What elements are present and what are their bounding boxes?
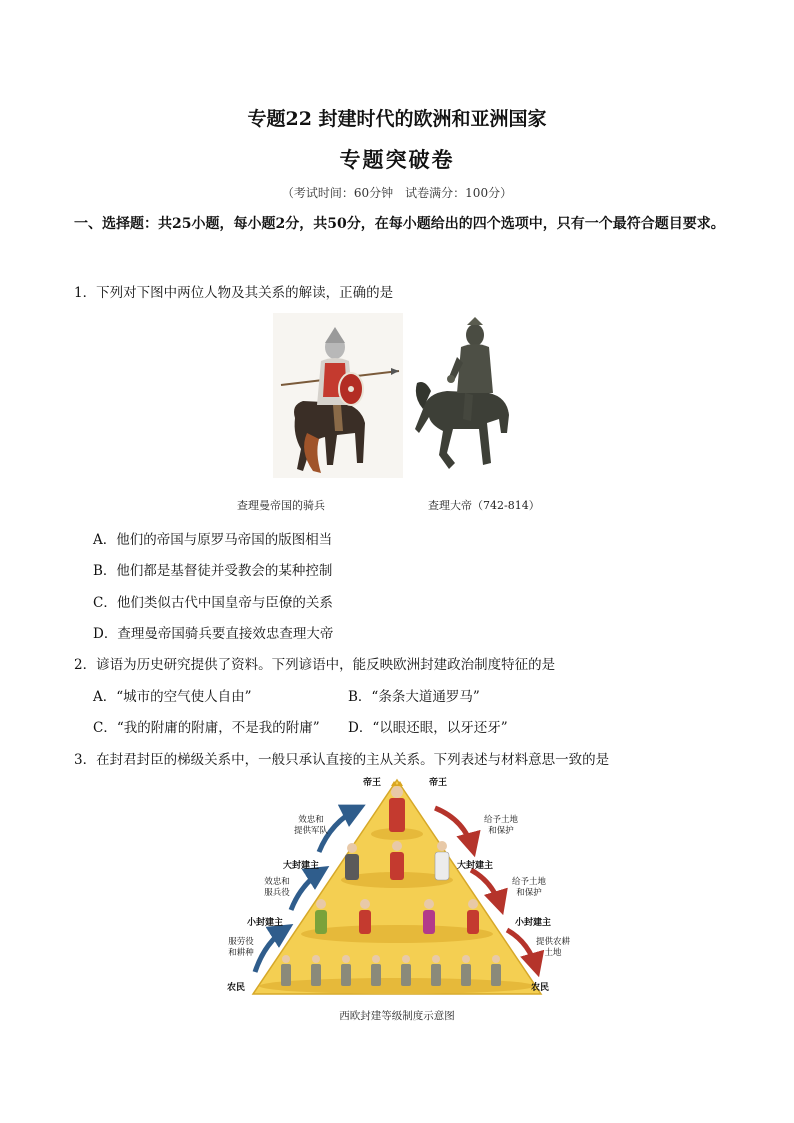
q2-option-a: A．“城市的空气使人自由” [93,689,252,705]
charlemagne-statue-image [403,313,519,478]
rank-right-3: 农民 [531,983,550,993]
duty-left-1: 效忠和服兵役 [264,877,290,898]
document-subtitle: 专题突破卷 [339,147,455,172]
q1-option-c: C．他们类似古代中国皇帝与臣僚的关系 [93,595,333,611]
question-1-stem: 1．下列对下图中两位人物及其关系的解读，正确的是 [74,285,394,301]
q2-option-c: C．“我的附庸的附庸，不是我的附庸” [93,720,320,736]
q2-option-d: D．“以眼还眼，以牙还牙” [348,720,508,736]
grant-right-2: 提供农耕土地 [535,937,571,958]
caption-charlemagne: 查理大帝（742-814） [428,499,540,512]
diagram-caption: 西欧封建等级制度示意图 [339,1010,455,1022]
q1-option-b: B．他们都是基督徒并受教会的某种控制 [93,563,333,579]
rank-left-1: 大封建主 [282,861,319,871]
q1-option-a: A．他们的帝国与原罗马帝国的版图相当 [93,532,333,548]
duty-left-0: 效忠和提供军队 [293,815,329,836]
rank-right-2: 小封建主 [515,918,552,928]
rank-left-0: 帝王 [362,778,381,788]
cavalry-image [273,313,403,478]
document-title: 专题22 封建时代的欧洲和亚洲国家 [247,108,547,130]
feudal-hierarchy-diagram [219,772,575,1000]
rank-left-2: 小封建主 [246,918,283,928]
rank-left-3: 农民 [226,983,245,993]
section-heading: 一、选择题：共25小题，每小题2分，共50分，在每小题给出的四个选项中，只有一个最符合题目要求。 [74,216,725,232]
rank-right-0: 帝王 [429,778,448,788]
rank-right-1: 大封建主 [457,861,494,871]
q2-option-b: B．“条条大道通罗马” [348,689,480,705]
caption-cavalry: 查理曼帝国的骑兵 [237,499,325,512]
duty-left-2: 服劳役和耕种 [228,937,254,958]
q1-option-d: D．查理曼帝国骑兵要直接效忠查理大帝 [93,626,334,642]
grant-right-1: 给予土地和保护 [511,877,547,898]
grant-right-0: 给予土地和保护 [483,815,519,836]
question-2-stem: 2．谚语为历史研究提供了资料。下列谚语中，能反映欧洲封建政治制度特征的是 [74,657,556,673]
question-3-stem: 3．在封君封臣的梯级关系中，一般只承认直接的主从关系。下列表述与材料意思一致的是 [74,752,610,768]
exam-info: （考试时间：60分钟 试卷满分：100分） [281,186,513,200]
